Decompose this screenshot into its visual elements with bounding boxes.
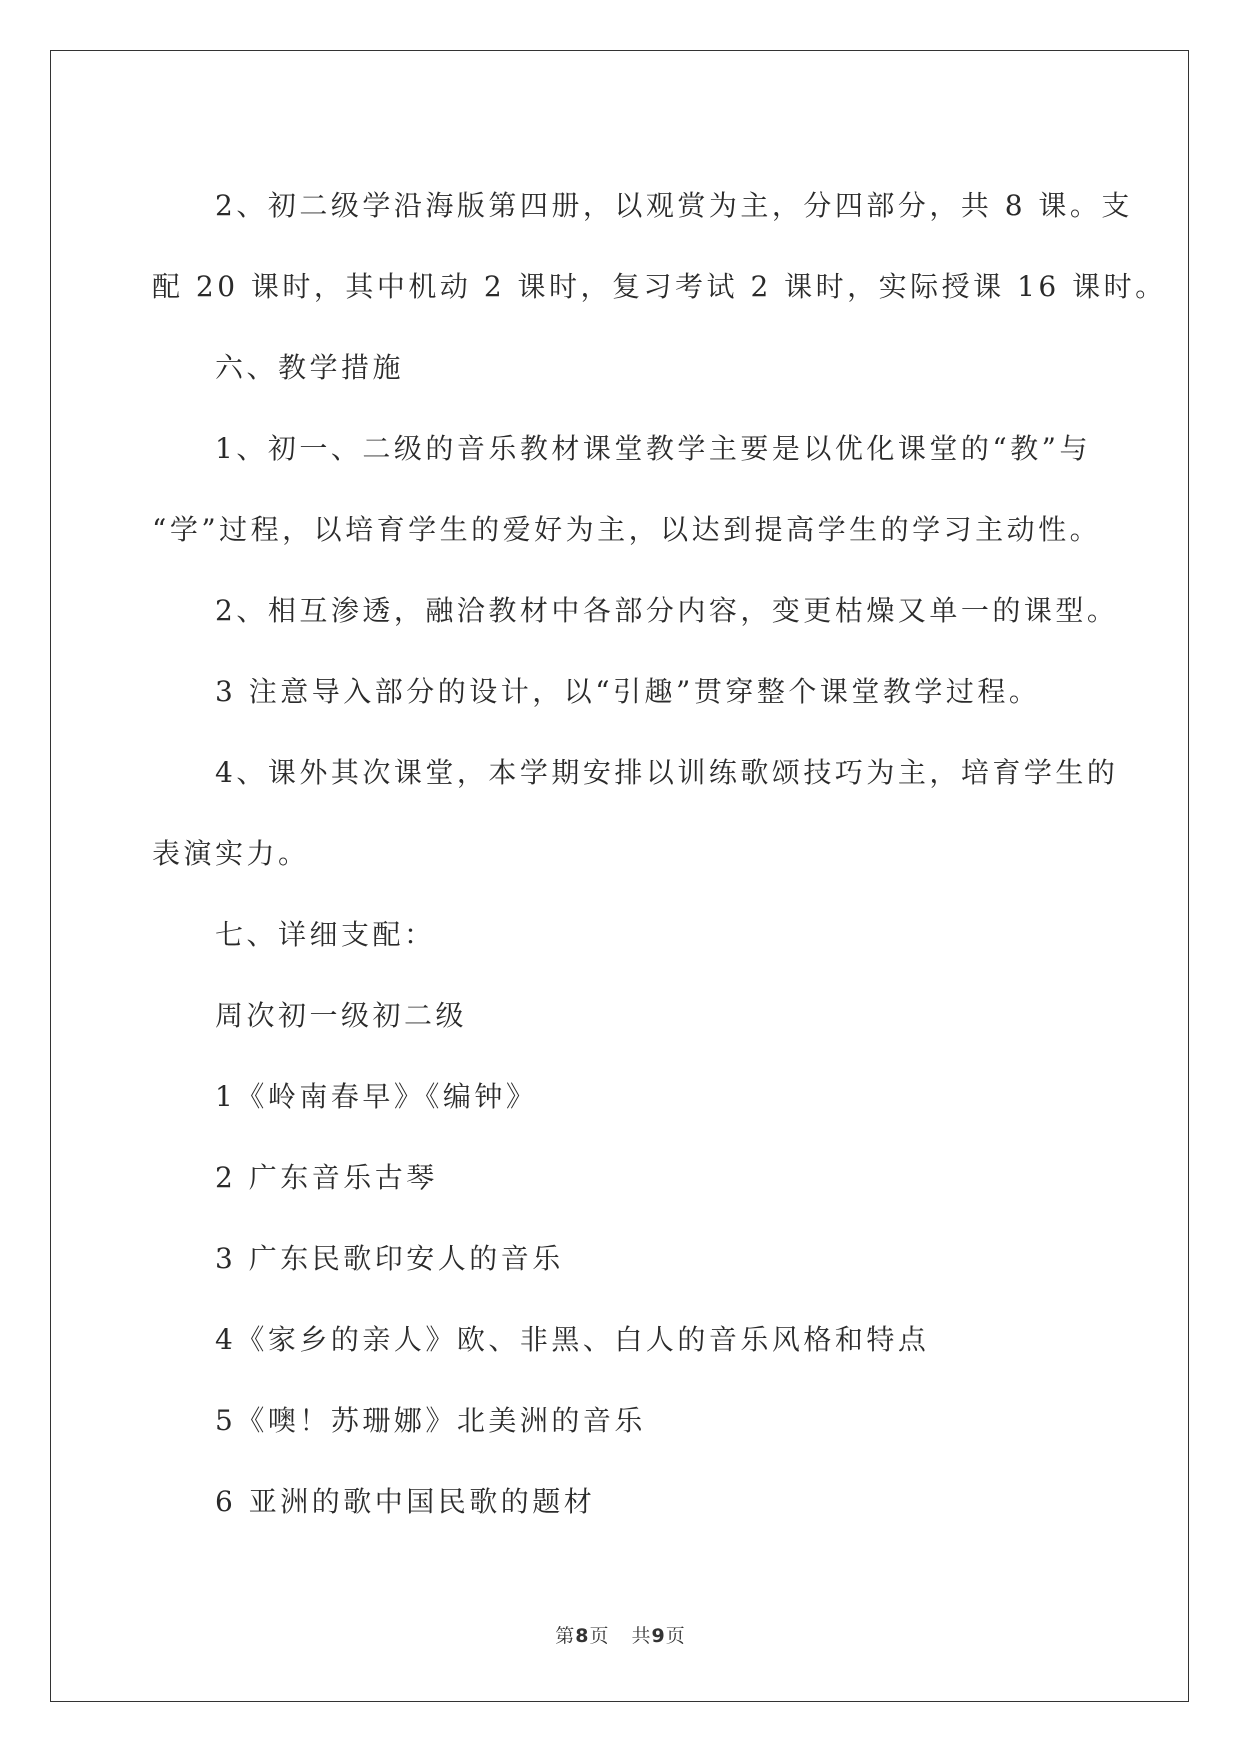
section-heading: 七、详细支配： [215, 918, 436, 951]
page-current: 8 [575, 1625, 590, 1647]
schedule-row: 6 亚洲的歌中国民歌的题材 [215, 1485, 596, 1518]
page-total: 9 [651, 1625, 666, 1647]
paragraph-line: 2、初二级学沿海版第四册，以观赏为主，分四部分，共 8 课。支 [215, 189, 1133, 222]
total-suffix: 页 [665, 1625, 686, 1647]
schedule-row: 2 广东音乐古琴 [215, 1161, 438, 1194]
schedule-row: 3 广东民歌印安人的音乐 [215, 1242, 564, 1275]
section-heading: 六、教学措施 [215, 351, 405, 384]
schedule-row: 1《岭南春早》《编钟》 [215, 1080, 538, 1113]
paragraph-line: 2、相互渗透，融洽教材中各部分内容，变更枯燥又单一的课型。 [215, 594, 1119, 627]
total-prefix: 共 [631, 1625, 652, 1647]
paragraph-line: 4、课外其次课堂，本学期安排以训练歌颂技巧为主，培育学生的 [215, 756, 1119, 789]
page-suffix: 页 [589, 1625, 610, 1647]
paragraph-line: 配 20 课时，其中机动 2 课时，复习考试 2 课时，实际授课 16 课时。 [152, 270, 1167, 303]
paragraph-line: “学”过程，以培育学生的爱好为主，以达到提高学生的学习主动性。 [152, 513, 1102, 546]
paragraph-line: 3 注意导入部分的设计，以“引趣”贯穿整个课堂教学过程。 [215, 675, 1041, 708]
schedule-header: 周次初一级初二级 [215, 999, 468, 1032]
page-footer [0, 1621, 1241, 1648]
page-prefix: 第 [555, 1625, 576, 1647]
document-body [152, 165, 1167, 1542]
paragraph-line: 表演实力。 [152, 837, 310, 870]
schedule-row: 4《家乡的亲人》欧、非黑、白人的音乐风格和特点 [215, 1323, 930, 1356]
paragraph-line: 1、初一、二级的音乐教材课堂教学主要是以优化课堂的“教”与 [215, 432, 1091, 465]
schedule-row: 5《噢！苏珊娜》北美洲的音乐 [215, 1404, 646, 1437]
